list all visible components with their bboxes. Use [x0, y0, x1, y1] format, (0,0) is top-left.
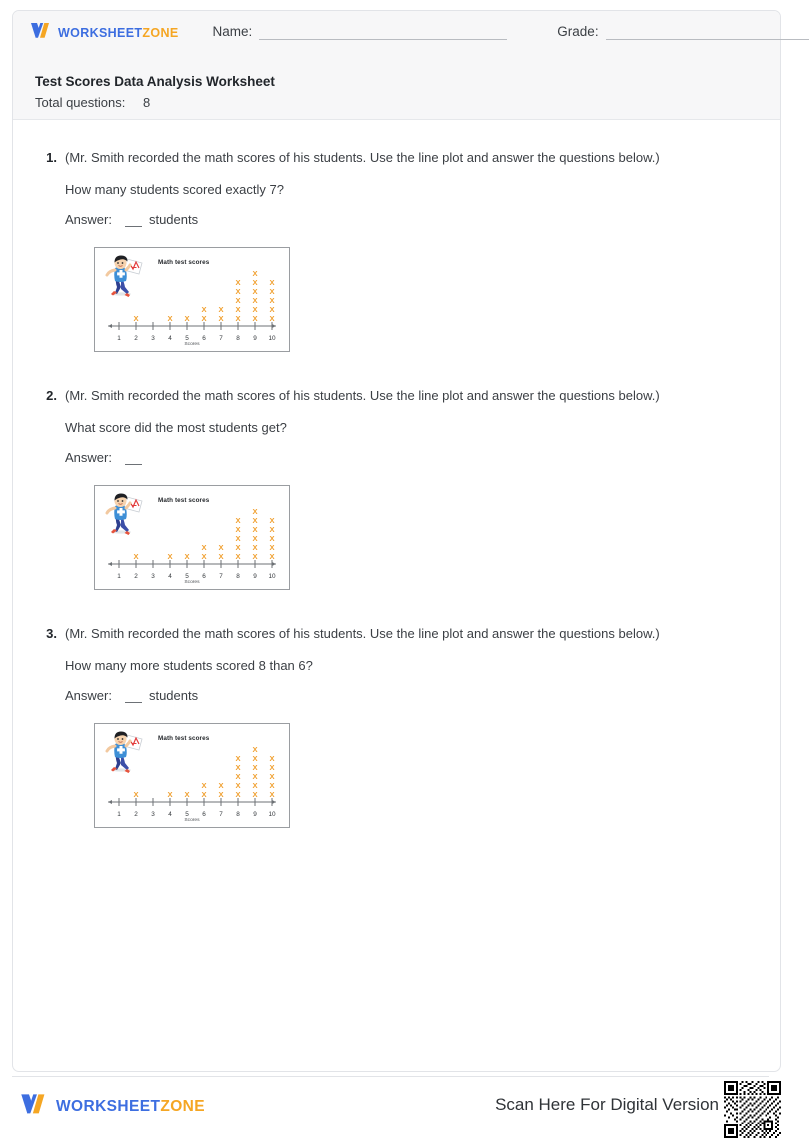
question-2-answer-label: Answer:	[65, 450, 112, 465]
header-top-row	[13, 11, 780, 41]
worksheet-page	[12, 10, 781, 1072]
brand-logo	[30, 22, 179, 44]
total-questions-value: 8	[142, 95, 151, 110]
question-2-number: 2.	[46, 388, 57, 403]
question-1-text: How many students scored exactly 7?	[65, 182, 284, 197]
chart-title-3: Math test scores	[158, 735, 210, 742]
name-field-label: Name:	[212, 24, 253, 40]
question-1-answer-blank[interactable]	[125, 215, 142, 227]
svg-text:2: 2	[134, 811, 138, 818]
brand-name-worksheet: WORKSHEET	[58, 25, 143, 40]
svg-text:3: 3	[151, 335, 155, 342]
svg-text:10: 10	[268, 811, 276, 818]
question-2-prompt-row	[37, 386, 760, 405]
worksheet-zone-logo-icon	[20, 1093, 47, 1120]
line-plot-figure-1	[92, 241, 290, 352]
svg-text:4: 4	[168, 335, 172, 342]
name-field[interactable]	[213, 25, 508, 40]
svg-text:2: 2	[134, 335, 138, 342]
grade-field-label: Grade:	[557, 24, 599, 40]
svg-text:7: 7	[219, 811, 223, 818]
svg-text:9: 9	[253, 811, 257, 818]
svg-text:8: 8	[236, 811, 240, 818]
svg-text:2: 2	[134, 573, 138, 580]
question-item-3	[13, 624, 780, 828]
question-3-answer-row[interactable]	[65, 689, 760, 703]
total-questions-label: Total questions:	[35, 95, 126, 110]
question-3-prompt: (Mr. Smith recorded the math scores of his students. Use the line plot and answer the questions below.)	[65, 626, 660, 641]
questions-list	[13, 120, 780, 828]
worksheet-title: Test Scores Data Analysis Worksheet	[35, 74, 275, 89]
svg-text:5: 5	[185, 811, 189, 818]
total-questions-row	[35, 95, 150, 110]
footer-brand-logo	[20, 1093, 205, 1120]
spacer-2	[13, 590, 780, 624]
footer-divider	[12, 1076, 769, 1077]
question-2-figure-wrap	[94, 485, 760, 590]
question-1-answer-row[interactable]	[65, 213, 760, 227]
question-item-2	[13, 386, 780, 590]
brand-logo-text	[58, 26, 179, 40]
svg-text:4: 4	[168, 811, 172, 818]
question-1-answer-unit: students	[148, 212, 199, 227]
question-2-text: What score did the most students get?	[65, 420, 287, 435]
scan-here-text: Scan Here For Digital Version	[495, 1095, 719, 1114]
svg-text:3: 3	[151, 573, 155, 580]
question-3-prompt-row	[37, 624, 760, 643]
svg-text:7: 7	[219, 335, 223, 342]
chart-title-2: Math test scores	[158, 497, 210, 504]
question-2-prompt: (Mr. Smith recorded the math scores of his students. Use the line plot and answer the questions below.)	[65, 388, 660, 403]
svg-text:1: 1	[117, 811, 121, 818]
spacer-1	[13, 352, 780, 386]
worksheet-zone-logo-icon	[30, 22, 51, 44]
svg-text:7: 7	[219, 573, 223, 580]
question-3-number: 3.	[46, 626, 57, 641]
svg-text:6: 6	[202, 335, 206, 342]
line-plot-figure-3	[94, 723, 290, 828]
question-1-figure-wrap	[92, 241, 760, 352]
question-3-answer-unit: students	[148, 688, 199, 703]
question-3-figure-wrap	[94, 723, 760, 828]
question-1-prompt: (Mr. Smith recorded the math scores of his students. Use the line plot and answer the questions below.)	[65, 150, 660, 165]
svg-text:9: 9	[253, 573, 257, 580]
question-3-answer-blank[interactable]	[125, 691, 142, 703]
line-plot-svg-3	[95, 724, 289, 827]
svg-text:1: 1	[117, 573, 121, 580]
question-1-answer-label: Answer:	[65, 212, 112, 227]
brand-name-zone: ZONE	[142, 25, 179, 40]
svg-text:8: 8	[236, 573, 240, 580]
line-plot-svg-2	[95, 486, 289, 589]
question-2-answer-row[interactable]	[65, 451, 760, 465]
svg-text:10: 10	[268, 573, 276, 580]
line-plot-svg-1: X 1 2 3 4 5 6 7 8 9 10	[92, 241, 276, 342]
footer-brand-name-worksheet: WORKSHEET	[56, 1097, 161, 1115]
qr-code-icon[interactable]	[724, 1081, 781, 1138]
svg-text:5: 5	[185, 335, 189, 342]
svg-text:9: 9	[253, 335, 257, 342]
footer-brand-name-zone: ZONE	[160, 1097, 206, 1115]
name-field-input[interactable]	[259, 27, 507, 40]
chart-xlabel-1: Scores	[184, 342, 200, 347]
chart-title-1: Math test scores	[158, 259, 210, 266]
line-plot-figure-2	[94, 485, 290, 590]
chart-xlabel-2: Scores	[184, 580, 200, 585]
question-3-answer-label: Answer:	[65, 688, 112, 703]
svg-text:5: 5	[185, 573, 189, 580]
svg-text:3: 3	[151, 811, 155, 818]
svg-text:6: 6	[202, 573, 206, 580]
question-3-text: How many more students scored 8 than 6?	[65, 658, 313, 673]
chart-xlabel-3: Scores	[184, 818, 200, 823]
svg-text:8: 8	[236, 335, 240, 342]
question-1-prompt-row	[37, 148, 760, 167]
svg-text:1: 1	[117, 335, 121, 342]
svg-text:6: 6	[202, 811, 206, 818]
question-item-1	[13, 120, 780, 352]
svg-text:10: 10	[268, 335, 276, 342]
svg-text:4: 4	[168, 573, 172, 580]
question-2-answer-blank[interactable]	[125, 453, 142, 465]
grade-field[interactable]	[557, 25, 808, 40]
grade-field-input[interactable]	[606, 27, 809, 40]
worksheet-header	[13, 11, 780, 120]
question-1-number: 1.	[46, 150, 57, 165]
footer-brand-logo-text	[56, 1098, 205, 1116]
worksheet-footer	[12, 1076, 781, 1122]
